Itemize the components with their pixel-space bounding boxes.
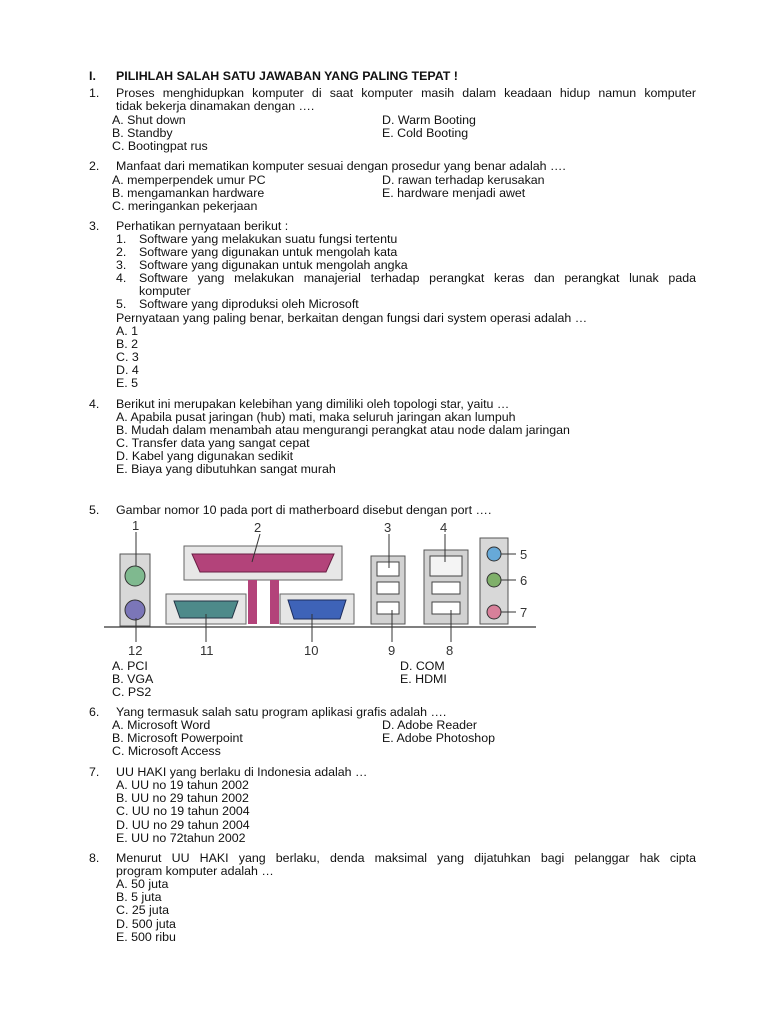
option-d: D. rawan terhadap kerusakan bbox=[382, 173, 545, 187]
option-c: C. UU no 19 tahun 2004 bbox=[116, 804, 250, 818]
section-title: PILIHLAH SALAH SATU JAWABAN YANG PALING TEPAT ! bbox=[116, 69, 458, 83]
figure-label-8: 8 bbox=[446, 643, 454, 658]
statement-text: Software yang melakukan manajerial terhadap perangkat keras dan perangkat lunak pada bbox=[139, 271, 696, 285]
section-number: I. bbox=[89, 69, 96, 83]
question-text: Menurut UU HAKI yang berlaku, denda maksimal yang dijatuhkan bagi pelanggar hak cipta bbox=[116, 851, 696, 865]
option-c: C. Microsoft Access bbox=[112, 744, 221, 758]
statement-text: Software yang melakukan suatu fungsi tertentu bbox=[139, 232, 398, 246]
parallel-stand-right bbox=[270, 580, 279, 624]
figure-label-6: 6 bbox=[520, 573, 528, 588]
option-a: A. Apabila pusat jaringan (hub) mati, maka seluruh jaringan akan lumpuh bbox=[116, 410, 516, 424]
option-b: B. VGA bbox=[112, 672, 154, 686]
option-e: E. Adobe Photoshop bbox=[382, 731, 495, 745]
option-d: D. Warm Booting bbox=[382, 113, 476, 127]
parallel-stand-left bbox=[248, 580, 257, 624]
option-a: A. 1 bbox=[116, 324, 139, 338]
question-text: UU HAKI yang berlaku di Indonesia adalah … bbox=[116, 765, 368, 779]
question-number: 8. bbox=[89, 851, 100, 865]
option-a: A. memperpendek umur PC bbox=[112, 173, 266, 187]
option-e: E. Cold Booting bbox=[382, 126, 469, 140]
question-number: 5. bbox=[89, 503, 100, 517]
option-a: A. Shut down bbox=[112, 113, 186, 127]
option-b: B. 2 bbox=[116, 337, 139, 351]
option-c: C. 3 bbox=[116, 350, 139, 364]
usb-port-1b bbox=[377, 602, 399, 614]
figure-label-11: 11 bbox=[200, 643, 214, 658]
question-text-cont: tidak bekerja dinamakan dengan …. bbox=[116, 99, 315, 113]
option-d: D. 500 juta bbox=[116, 917, 176, 931]
figure-label-10: 10 bbox=[304, 643, 319, 658]
usb-port-1a bbox=[377, 582, 399, 594]
motherboard-ports-figure bbox=[100, 518, 540, 658]
option-b: B. Standby bbox=[112, 126, 173, 140]
option-e: E. 5 bbox=[116, 376, 139, 390]
ps2-keyboard-port bbox=[125, 600, 145, 620]
question-text: Perhatikan pernyataan berikut : bbox=[116, 219, 289, 233]
statement-number: 5. bbox=[116, 297, 127, 311]
option-a: A. PCI bbox=[112, 659, 148, 673]
option-e: E. hardware menjadi awet bbox=[382, 186, 526, 200]
option-b: B. 5 juta bbox=[116, 890, 162, 904]
question-number: 2. bbox=[89, 159, 100, 173]
question-number: 7. bbox=[89, 765, 100, 779]
option-a: A. UU no 19 tahun 2002 bbox=[116, 778, 249, 792]
option-d: D. UU no 29 tahun 2004 bbox=[116, 818, 250, 832]
figure-label-9: 9 bbox=[388, 643, 396, 658]
figure-label-3: 3 bbox=[384, 520, 392, 535]
question-number: 3. bbox=[89, 219, 100, 233]
option-d: D. Adobe Reader bbox=[382, 718, 478, 732]
question-prompt: Pernyataan yang paling benar, berkaitan dengan fungsi dari system operasi adalah … bbox=[116, 311, 588, 325]
statement-number: 3. bbox=[116, 258, 127, 272]
vga-port bbox=[288, 600, 346, 619]
statement-number: 2. bbox=[116, 245, 127, 259]
question-text: Yang termasuk salah satu program aplikasi grafis adalah …. bbox=[116, 705, 447, 719]
usb-port-2b bbox=[432, 602, 460, 614]
figure-label-4: 4 bbox=[440, 520, 448, 535]
option-e: E. 500 ribu bbox=[116, 930, 176, 944]
option-c: C. meringankan pekerjaan bbox=[112, 199, 258, 213]
audio-mic bbox=[487, 605, 501, 619]
option-e: E. HDMI bbox=[400, 672, 447, 686]
option-d: D. COM bbox=[400, 659, 445, 673]
question-text: Gambar nomor 10 pada port di matherboard disebut dengan port …. bbox=[116, 503, 492, 517]
figure-label-12: 12 bbox=[128, 643, 143, 658]
audio-line-in bbox=[487, 547, 501, 561]
question-text: Manfaat dari mematikan komputer sesuai dengan prosedur yang benar adalah …. bbox=[116, 159, 566, 173]
lan-port bbox=[430, 556, 462, 576]
figure-label-1: 1 bbox=[132, 518, 140, 533]
statement-number: 4. bbox=[116, 271, 127, 285]
option-d: D. Kabel yang digunakan sedikit bbox=[116, 449, 294, 463]
option-e: E. UU no 72tahun 2002 bbox=[116, 831, 246, 845]
statement-text: Software yang digunakan untuk mengolah angka bbox=[139, 258, 408, 272]
usb-port-2a bbox=[432, 582, 460, 594]
question-text: Berikut ini merupakan kelebihan yang dimiliki oleh topologi star, yaitu … bbox=[116, 397, 510, 411]
statement-number: 1. bbox=[116, 232, 127, 246]
option-c: C. 25 juta bbox=[116, 903, 170, 917]
question-number: 1. bbox=[89, 86, 100, 100]
question-text: Proses menghidupkan komputer di saat komputer masih dalam keadaan hidup namun komputer bbox=[116, 86, 696, 100]
option-b: B. UU no 29 tahun 2002 bbox=[116, 791, 249, 805]
ps2-mouse-port bbox=[125, 566, 145, 586]
question-number: 4. bbox=[89, 397, 100, 411]
figure-label-2: 2 bbox=[254, 520, 262, 535]
option-b: B. mengamankan hardware bbox=[112, 186, 265, 200]
option-b: B. Mudah dalam menambah atau mengurangi perangkat atau node dalam jaringan bbox=[116, 423, 570, 437]
option-e: E. Biaya yang dibutuhkan sangat murah bbox=[116, 462, 336, 476]
statement-text: Software yang digunakan untuk mengolah kata bbox=[139, 245, 398, 259]
statement-text: Software yang diproduksi oleh Microsoft bbox=[139, 297, 359, 311]
audio-line-out bbox=[487, 573, 501, 587]
option-c: C. Transfer data yang sangat cepat bbox=[116, 436, 310, 450]
option-a: A. 50 juta bbox=[116, 877, 169, 891]
statement-text-cont: komputer bbox=[139, 284, 191, 298]
firewire-port bbox=[377, 562, 399, 576]
option-c: C. Bootingpat rus bbox=[112, 139, 208, 153]
option-b: B. Microsoft Powerpoint bbox=[112, 731, 243, 745]
option-c: C. PS2 bbox=[112, 685, 152, 699]
figure-label-5: 5 bbox=[520, 547, 528, 562]
question-number: 6. bbox=[89, 705, 100, 719]
option-d: D. 4 bbox=[116, 363, 139, 377]
question-text-cont: program komputer adalah … bbox=[116, 864, 274, 878]
option-a: A. Microsoft Word bbox=[112, 718, 211, 732]
parallel-port bbox=[192, 554, 334, 572]
figure-label-7: 7 bbox=[520, 605, 528, 620]
